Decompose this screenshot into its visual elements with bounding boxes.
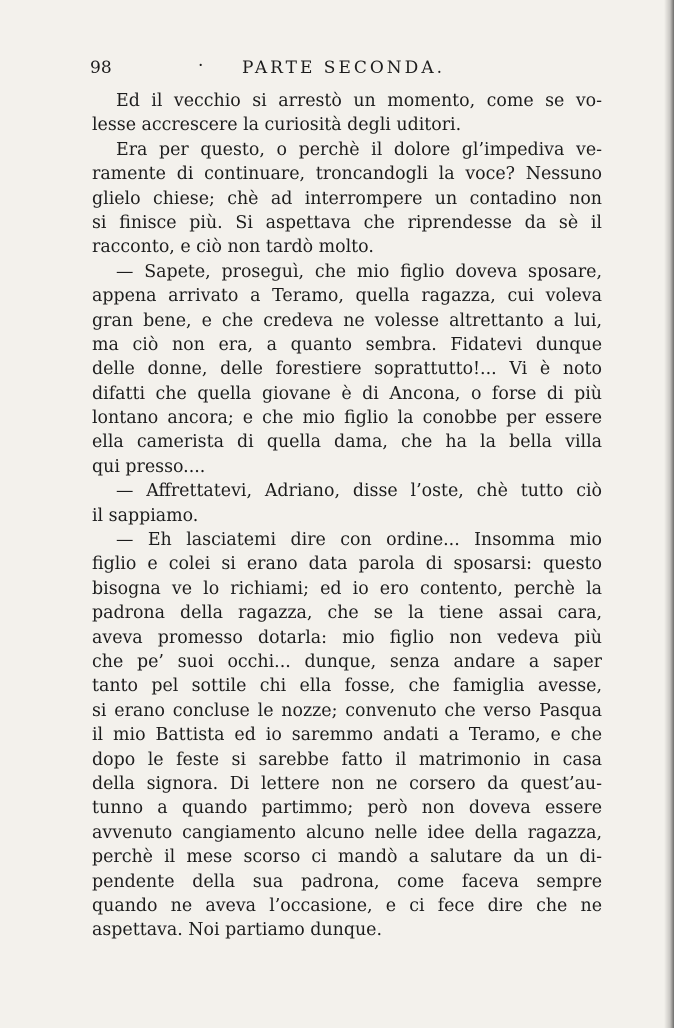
text-line: ramente di continuare, troncandogli la voce? Nessuno	[92, 164, 602, 185]
page-header	[90, 58, 610, 82]
text-line: pendente della sua padrona, come faceva sempre	[92, 871, 602, 892]
page-number: 98	[90, 58, 112, 78]
running-title: PARTE SECONDA.	[242, 58, 445, 78]
body-text	[92, 89, 602, 943]
text-line: il mio Battista ed io saremmo andati a Teramo, e che	[92, 725, 602, 746]
text-line: perchè il mese scorso ci mandò a salutare da un di-	[92, 847, 602, 868]
text-line: tunno a quando partimmo; però non doveva essere	[92, 798, 602, 819]
text-line: — Sapete, proseguì, che mio figlio doveva sposare,	[116, 261, 602, 282]
text-line: gran bene, e che credeva ne volesse altrettanto a lui,	[92, 310, 602, 331]
text-line: si finisce più. Si aspettava che riprendesse da sè il	[92, 212, 602, 233]
text-line: racconto, e ciò non tardò molto.	[92, 237, 374, 258]
text-line: avvenuto cangiamento alcuno nelle idee della ragazza,	[92, 822, 602, 843]
text-line: Ed il vecchio si arrestò un momento, come se vo-	[116, 91, 602, 111]
text-line: il sappiamo.	[92, 505, 199, 526]
text-line: lontano ancora; e che mio figlio la conobbe per essere	[92, 408, 602, 429]
text-line: ella camerista di quella dama, che ha la bella villa	[92, 432, 602, 453]
text-line: appena arrivato a Teramo, quella ragazza, cui voleva	[92, 286, 602, 307]
text-line: bisogna ve lo richiami; ed io ero contento, perchè la	[92, 578, 602, 599]
text-line: dopo le feste si sarebbe fatto il matrimonio in casa	[92, 749, 602, 770]
text-line: delle donne, delle forestiere soprattutto!... Vi è noto	[92, 359, 602, 380]
text-line: padrona della ragazza, che se la tiene assai cara,	[92, 603, 602, 624]
text-line: figlio e colei si erano data parola di sposarsi: questo	[92, 554, 602, 575]
text-line: aveva promesso dotarla: mio figlio non vedeva più	[92, 627, 602, 648]
text-line: Era per questo, o perchè il dolore gl’impediva ve-	[116, 139, 602, 160]
text-line: aspettava. Noi partiamo dunque.	[92, 920, 382, 941]
text-line: — Affrettatevi, Adriano, disse l’oste, chè tutto ciò	[116, 481, 602, 502]
text-line: quando ne aveva l’occasione, e ci fece dire che ne	[92, 895, 602, 916]
text-line: difatti che quella giovane è di Ancona, o forse di più	[92, 383, 602, 404]
text-line: glielo chiese; chè ad interrompere un contadino non	[92, 188, 602, 209]
text-line: ma ciò non era, a quanto sembra. Fidatevi dunque	[92, 334, 602, 355]
page-binding-edge	[664, 0, 674, 1028]
text-line: della signora. Di lettere non ne corsero da quest’au-	[92, 773, 602, 794]
text-line: che pe’ suoi occhi... dunque, senza andare a saper	[92, 651, 602, 672]
text-line: tanto pel sottile chi ella fosse, che famiglia avesse,	[92, 676, 602, 697]
text-line: qui presso....	[92, 456, 206, 477]
text-line: si erano concluse le nozze; convenuto che verso Pasqua	[92, 700, 602, 721]
header-dot: ·	[198, 56, 204, 76]
text-line: lesse accrescere la curiosità degli uditori.	[92, 115, 462, 136]
text-line: — Eh lasciatemi dire con ordine... Insomma mio	[116, 530, 602, 551]
